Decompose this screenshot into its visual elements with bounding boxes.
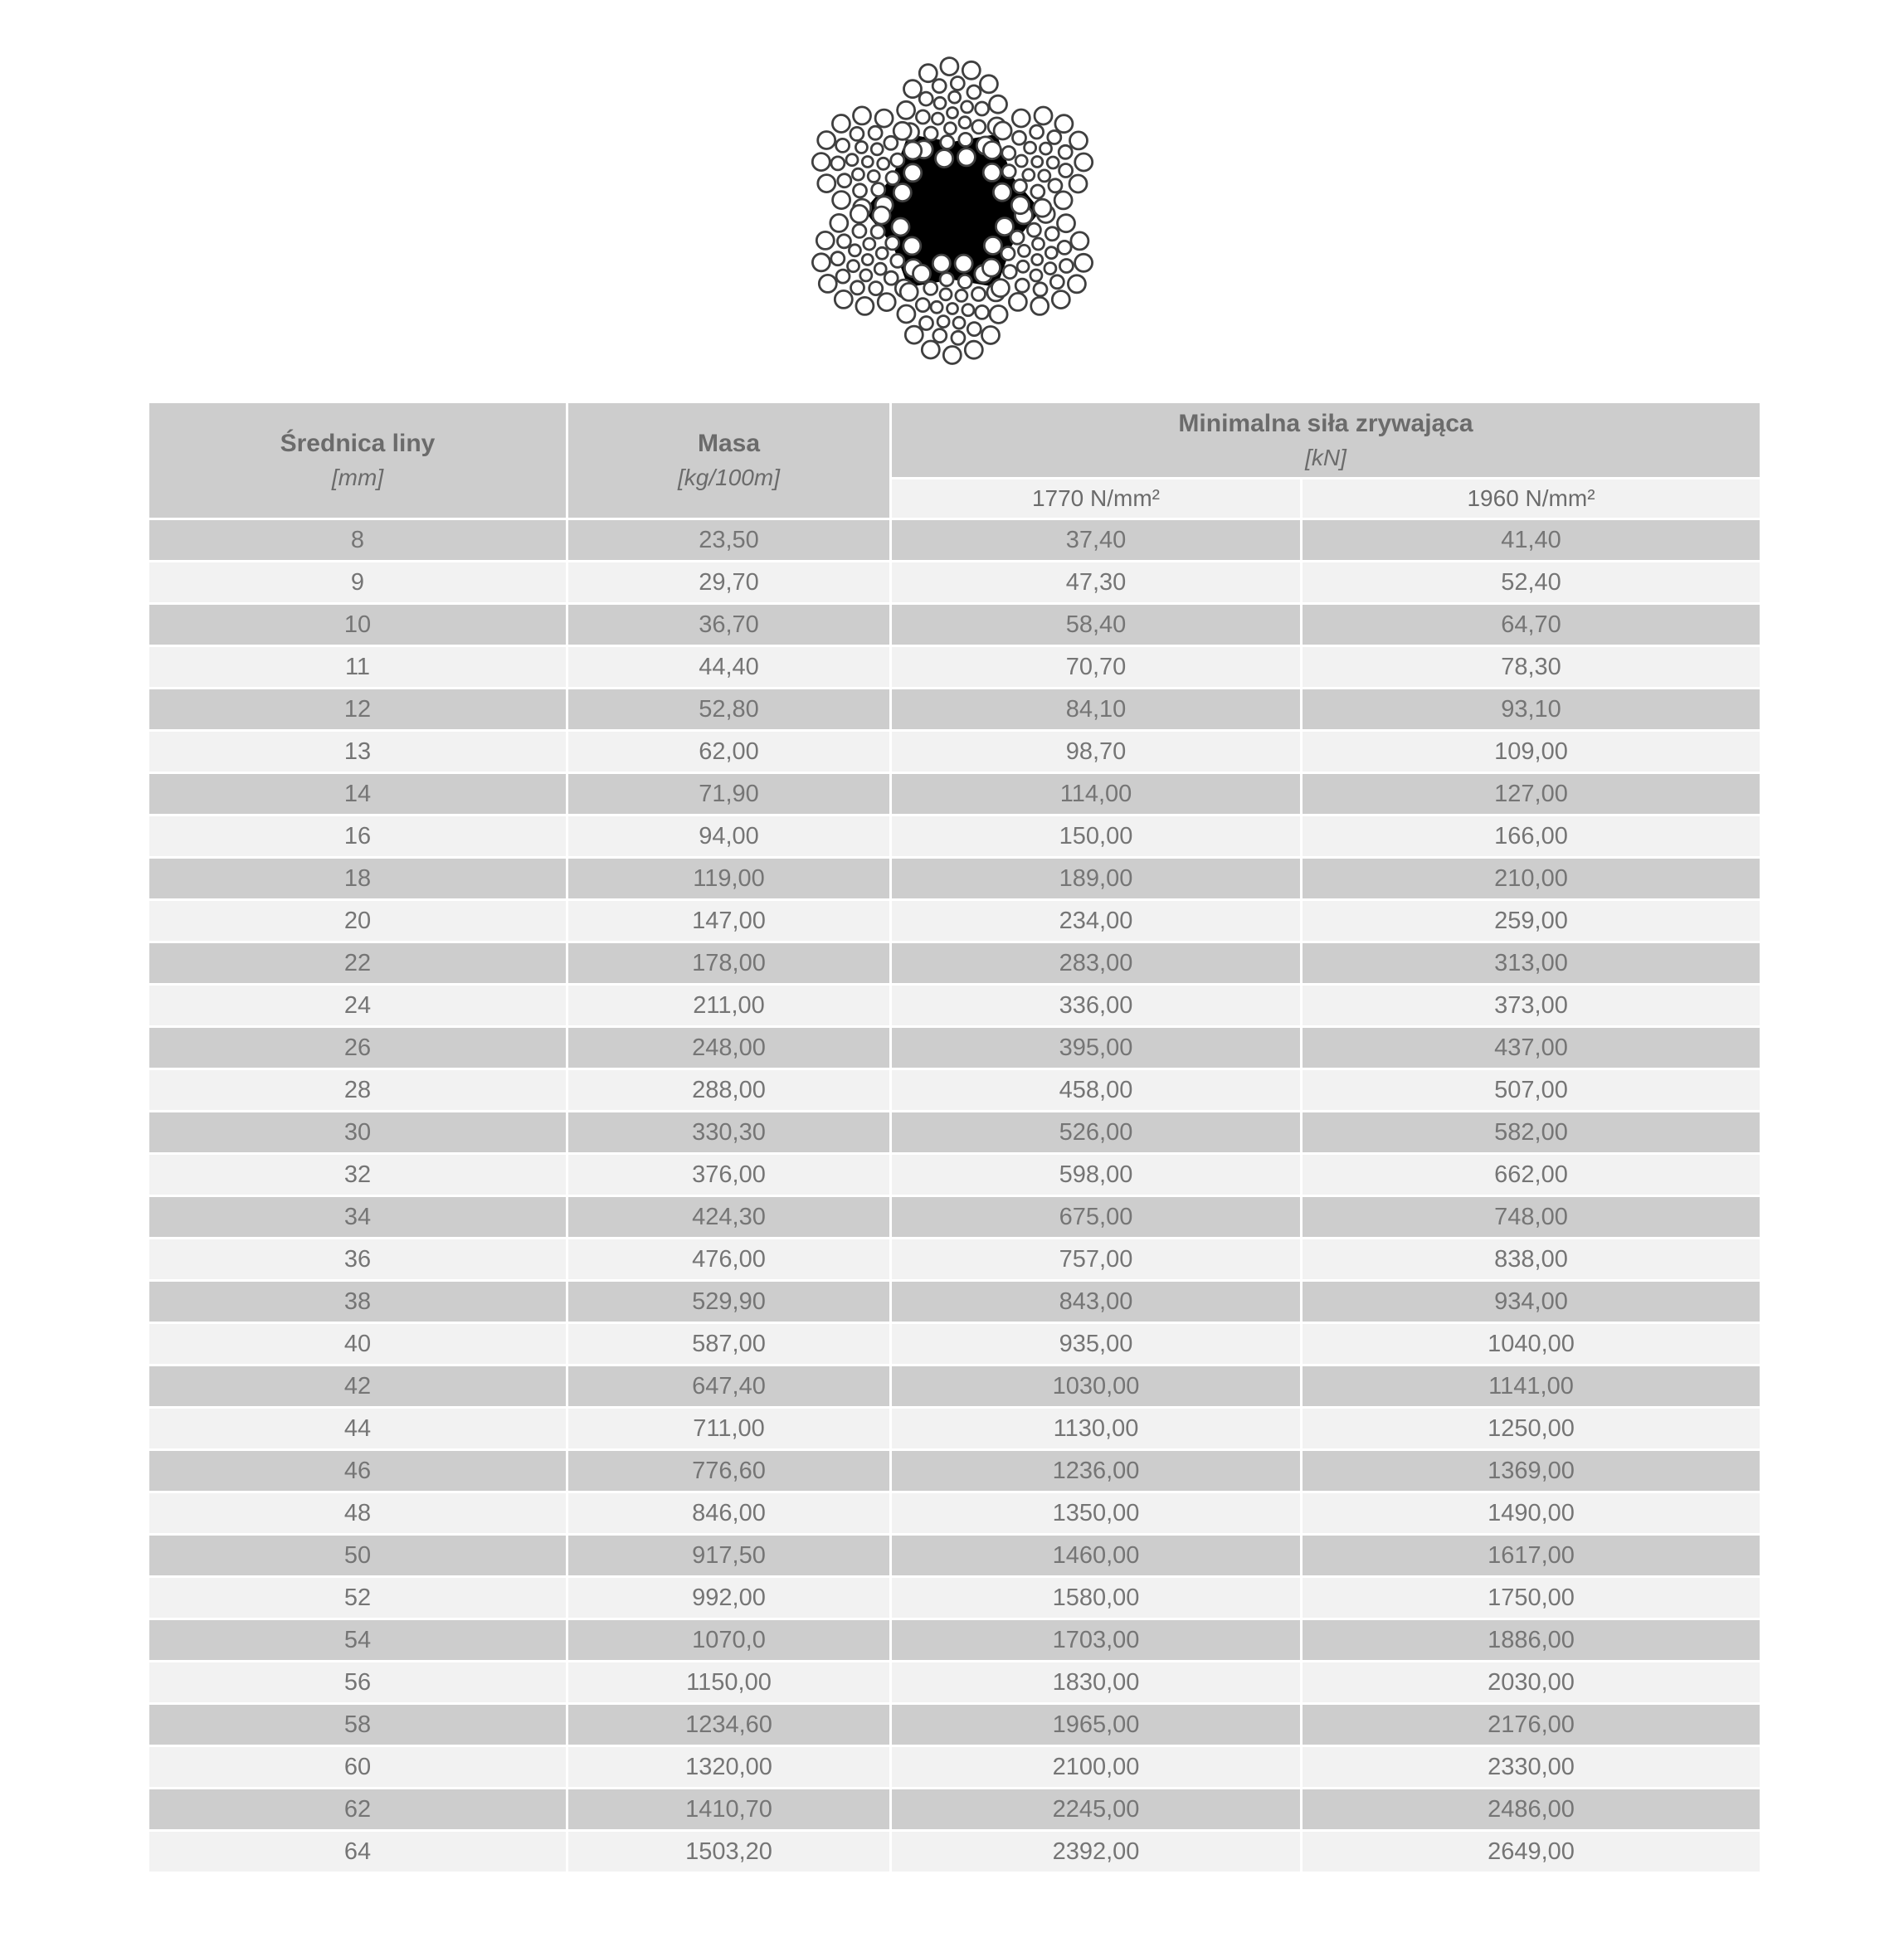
cell-force-1770: 1030,00 [892, 1366, 1300, 1406]
cell-mass: 776,60 [568, 1451, 889, 1491]
cell-force-1770: 935,00 [892, 1324, 1300, 1364]
cell-mass: 94,00 [568, 816, 889, 856]
cell-force-1960: 1490,00 [1303, 1493, 1760, 1533]
cell-diameter: 56 [149, 1662, 566, 1702]
table-row [149, 1789, 1760, 1829]
cell-mass: 248,00 [568, 1028, 889, 1068]
table-row [149, 689, 1760, 729]
cell-force-1960: 166,00 [1303, 816, 1760, 856]
cell-diameter: 64 [149, 1832, 566, 1872]
table-row [149, 1451, 1760, 1491]
cell-force-1960: 64,70 [1303, 605, 1760, 645]
cell-force-1960: 437,00 [1303, 1028, 1760, 1068]
cell-mass: 711,00 [568, 1409, 889, 1448]
cell-diameter: 62 [149, 1789, 566, 1829]
cell-force-1770: 1460,00 [892, 1536, 1300, 1575]
cell-force-1960: 507,00 [1303, 1070, 1760, 1110]
cell-diameter: 54 [149, 1620, 566, 1660]
col-header-grade-1770: 1770 N/mm² [892, 479, 1300, 518]
table-row [149, 1282, 1760, 1322]
table-row [149, 1324, 1760, 1364]
cell-force-1960: 1250,00 [1303, 1409, 1760, 1448]
cell-mass: 424,30 [568, 1197, 889, 1237]
cell-force-1960: 373,00 [1303, 986, 1760, 1025]
cell-force-1960: 313,00 [1303, 943, 1760, 983]
col-header-diameter [149, 403, 566, 518]
table-row [149, 605, 1760, 645]
cell-diameter: 52 [149, 1578, 566, 1618]
cell-force-1770: 2100,00 [892, 1747, 1300, 1787]
cell-force-1960: 2486,00 [1303, 1789, 1760, 1829]
cell-diameter: 16 [149, 816, 566, 856]
cell-force-1960: 93,10 [1303, 689, 1760, 729]
col-header-breaking-force [892, 403, 1760, 477]
cell-mass: 330,30 [568, 1112, 889, 1152]
cell-diameter: 44 [149, 1409, 566, 1448]
cell-diameter: 34 [149, 1197, 566, 1237]
cell-force-1770: 1580,00 [892, 1578, 1300, 1618]
cell-force-1770: 675,00 [892, 1197, 1300, 1237]
cell-mass: 1150,00 [568, 1662, 889, 1702]
rope-strand [812, 107, 921, 217]
cell-mass: 178,00 [568, 943, 889, 983]
cell-mass: 846,00 [568, 1493, 889, 1533]
cell-mass: 917,50 [568, 1536, 889, 1575]
table-row [149, 1493, 1760, 1533]
col-header-mass [568, 403, 889, 518]
table-row [149, 859, 1760, 898]
cell-force-1960: 127,00 [1303, 774, 1760, 814]
cell-diameter: 14 [149, 774, 566, 814]
cell-force-1960: 2330,00 [1303, 1747, 1760, 1787]
cell-mass: 71,90 [568, 774, 889, 814]
diameter-unit: [mm] [331, 465, 384, 490]
cell-diameter: 22 [149, 943, 566, 983]
cell-force-1770: 70,70 [892, 647, 1300, 687]
cell-force-1960: 259,00 [1303, 901, 1760, 941]
breaking-force-title: Minimalna siła zrywająca [1178, 409, 1473, 437]
cell-force-1960: 1886,00 [1303, 1620, 1760, 1660]
cell-force-1770: 98,70 [892, 732, 1300, 772]
table-row [149, 1070, 1760, 1110]
cell-force-1770: 47,30 [892, 562, 1300, 602]
cell-force-1960: 210,00 [1303, 859, 1760, 898]
cell-force-1960: 52,40 [1303, 562, 1760, 602]
table-row [149, 520, 1760, 560]
cell-force-1960: 662,00 [1303, 1155, 1760, 1195]
cell-mass: 992,00 [568, 1578, 889, 1618]
cell-force-1770: 1350,00 [892, 1493, 1300, 1533]
cell-force-1770: 84,10 [892, 689, 1300, 729]
cell-mass: 44,40 [568, 647, 889, 687]
cell-mass: 1234,60 [568, 1705, 889, 1745]
cell-force-1960: 2649,00 [1303, 1832, 1760, 1872]
cell-mass: 119,00 [568, 859, 889, 898]
cell-force-1770: 1130,00 [892, 1409, 1300, 1448]
cell-force-1770: 2392,00 [892, 1832, 1300, 1872]
cell-force-1770: 598,00 [892, 1155, 1300, 1195]
breaking-force-unit: [kN] [1305, 444, 1346, 470]
cell-diameter: 10 [149, 605, 566, 645]
cell-force-1960: 934,00 [1303, 1282, 1760, 1322]
cell-force-1960: 1369,00 [1303, 1451, 1760, 1491]
cell-force-1770: 1236,00 [892, 1451, 1300, 1491]
table-row [149, 1155, 1760, 1195]
cell-force-1770: 757,00 [892, 1239, 1300, 1279]
rope-spec-table [147, 401, 1762, 1874]
cell-force-1770: 150,00 [892, 816, 1300, 856]
cell-diameter: 8 [149, 520, 566, 560]
cell-diameter: 30 [149, 1112, 566, 1152]
cell-diameter: 13 [149, 732, 566, 772]
cell-mass: 29,70 [568, 562, 889, 602]
cell-mass: 529,90 [568, 1282, 889, 1322]
cell-diameter: 26 [149, 1028, 566, 1068]
cell-force-1960: 78,30 [1303, 647, 1760, 687]
mass-unit: [kg/100m] [678, 465, 780, 490]
cell-force-1960: 838,00 [1303, 1239, 1760, 1279]
table-row [149, 1578, 1760, 1618]
cell-force-1960: 582,00 [1303, 1112, 1760, 1152]
table-row [149, 1705, 1760, 1745]
cell-mass: 23,50 [568, 520, 889, 560]
table-row [149, 562, 1760, 602]
cell-force-1770: 2245,00 [892, 1789, 1300, 1829]
cell-diameter: 24 [149, 986, 566, 1025]
cell-force-1960: 109,00 [1303, 732, 1760, 772]
wire-rope-cross-section-image [786, 48, 1118, 372]
table-row [149, 1028, 1760, 1068]
cell-diameter: 38 [149, 1282, 566, 1322]
cell-diameter: 18 [149, 859, 566, 898]
cell-force-1770: 189,00 [892, 859, 1300, 898]
cell-mass: 62,00 [568, 732, 889, 772]
cell-diameter: 28 [149, 1070, 566, 1110]
cell-diameter: 58 [149, 1705, 566, 1745]
table-row [149, 1832, 1760, 1872]
cell-force-1770: 114,00 [892, 774, 1300, 814]
cell-mass: 211,00 [568, 986, 889, 1025]
header-row-main [149, 403, 1760, 477]
cell-mass: 1503,20 [568, 1832, 889, 1872]
table-row [149, 1536, 1760, 1575]
cell-diameter: 46 [149, 1451, 566, 1491]
cell-mass: 587,00 [568, 1324, 889, 1364]
cell-force-1960: 1750,00 [1303, 1578, 1760, 1618]
cell-force-1960: 748,00 [1303, 1197, 1760, 1237]
cell-diameter: 40 [149, 1324, 566, 1364]
table-row [149, 774, 1760, 814]
cell-diameter: 60 [149, 1747, 566, 1787]
cell-diameter: 11 [149, 647, 566, 687]
cell-diameter: 42 [149, 1366, 566, 1406]
table-row [149, 1197, 1760, 1237]
cell-mass: 147,00 [568, 901, 889, 941]
cell-force-1770: 1703,00 [892, 1620, 1300, 1660]
cell-mass: 52,80 [568, 689, 889, 729]
cell-force-1960: 1141,00 [1303, 1366, 1760, 1406]
cell-mass: 1070,0 [568, 1620, 889, 1660]
diameter-title: Średnica liny [280, 430, 436, 457]
cell-diameter: 50 [149, 1536, 566, 1575]
cell-force-1960: 1040,00 [1303, 1324, 1760, 1364]
cell-mass: 1410,70 [568, 1789, 889, 1829]
cell-diameter: 36 [149, 1239, 566, 1279]
cell-force-1770: 843,00 [892, 1282, 1300, 1322]
cell-force-1770: 234,00 [892, 901, 1300, 941]
table-row [149, 943, 1760, 983]
table-row [149, 1662, 1760, 1702]
table-row [149, 1747, 1760, 1787]
table-body [149, 520, 1760, 1872]
cell-force-1770: 526,00 [892, 1112, 1300, 1152]
cell-force-1770: 458,00 [892, 1070, 1300, 1110]
cell-diameter: 20 [149, 901, 566, 941]
cell-diameter: 32 [149, 1155, 566, 1195]
rope-cross-section [0, 48, 1904, 372]
cell-mass: 288,00 [568, 1070, 889, 1110]
table-row [149, 732, 1760, 772]
table-row [149, 647, 1760, 687]
cell-force-1770: 37,40 [892, 520, 1300, 560]
cell-mass: 376,00 [568, 1155, 889, 1195]
cell-force-1770: 1965,00 [892, 1705, 1300, 1745]
table-row [149, 1239, 1760, 1279]
cell-force-1770: 1830,00 [892, 1662, 1300, 1702]
cell-force-1960: 2030,00 [1303, 1662, 1760, 1702]
cell-mass: 476,00 [568, 1239, 889, 1279]
cell-diameter: 9 [149, 562, 566, 602]
table-row [149, 986, 1760, 1025]
table-row [149, 1366, 1760, 1406]
table-row [149, 816, 1760, 856]
cell-mass: 1320,00 [568, 1747, 889, 1787]
cell-diameter: 12 [149, 689, 566, 729]
cell-force-1960: 1617,00 [1303, 1536, 1760, 1575]
table-row [149, 1409, 1760, 1448]
mass-title: Masa [697, 430, 761, 457]
cell-mass: 647,40 [568, 1366, 889, 1406]
cell-force-1960: 2176,00 [1303, 1705, 1760, 1745]
table-row [149, 1620, 1760, 1660]
cell-force-1770: 395,00 [892, 1028, 1300, 1068]
col-header-grade-1960: 1960 N/mm² [1303, 479, 1760, 518]
cell-force-1770: 336,00 [892, 986, 1300, 1025]
cell-force-1770: 283,00 [892, 943, 1300, 983]
cell-mass: 36,70 [568, 605, 889, 645]
table-row [149, 1112, 1760, 1152]
cell-force-1770: 58,40 [892, 605, 1300, 645]
cell-force-1960: 41,40 [1303, 520, 1760, 560]
cell-diameter: 48 [149, 1493, 566, 1533]
table-row [149, 901, 1760, 941]
